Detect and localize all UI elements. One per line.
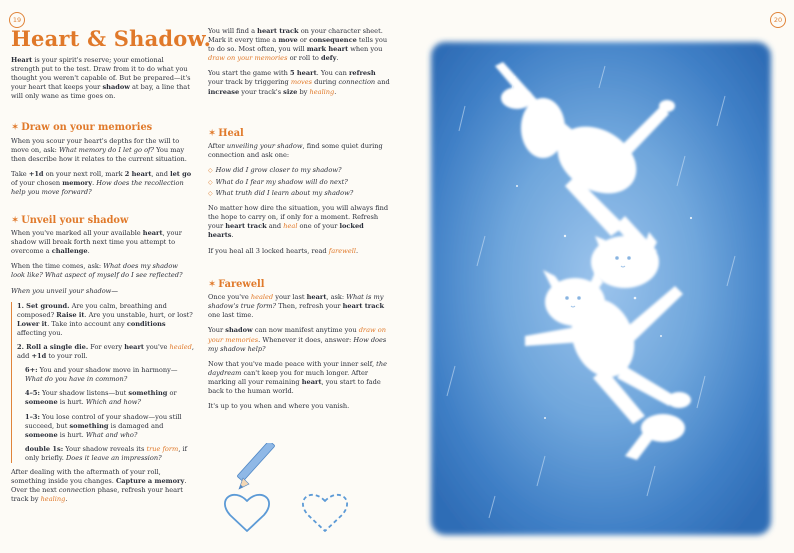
pencil-icon: [237, 443, 275, 489]
pencil-hearts-doodle: [212, 443, 362, 543]
farewell-paragraph-1: Once you've healed your last heart, ask: What is my shadow's true form? Then, refresh your heart track one last time.: [208, 293, 385, 320]
step-set-ground: 1. Set ground. Are you calm, breathing and composed? Raise it. Are you unstable, hurt, or lost? Lower it. Take into account any conditions affecting you.: [17, 301, 193, 337]
farewell-paragraph-3: Now that you've made peace with your inner self, the daydream can't keep you for much longer. After marking all your remaining heart, you start to fade back to the human world.: [208, 359, 387, 395]
farewell-paragraph-4: It's up to you when and where you vanish.: [208, 402, 350, 411]
heart-icon-dashed: [303, 495, 347, 531]
heal-paragraph-1: After unveiling your shadow, find some quiet during connection and ask one:: [208, 142, 383, 160]
star-icon: ✶: [208, 278, 217, 290]
result-6-plus: 6+: You and your shadow move in harmony—What do you have in common?: [25, 366, 178, 384]
unveil-paragraph-2: When the time comes, ask: What does my shadow look like? What aspect of myself do I see reflected?: [11, 262, 183, 280]
heal-paragraph-2: No matter how dire the situation, you will always find the hope to carry on, if only for a moment. Refresh your heart track and heal one of your locked hearts.: [208, 204, 389, 240]
star-icon: ✶: [11, 122, 20, 134]
star-icon: ✶: [208, 127, 217, 139]
column-left: [11, 56, 194, 510]
section-heading-farewell: ✶ Farewell: [208, 278, 265, 290]
unveil-lead: When you unveil your shadow—: [11, 286, 118, 295]
intro-paragraph: Heart is your spirit's reserve; your emotional strength put to the test. Draw from it to do what you thought you weren't capable of. But be prepared—it's your heart that keeps your shadow at bay, a line that will only wane as time goes on.: [11, 56, 191, 101]
diamond-bullet-icon: ◇: [208, 178, 213, 186]
star-icon: ✶: [11, 214, 20, 226]
draw-paragraph-2: Take +1d on your next roll, mark 2 heart, and let go of your chosen memory. How does the recollection help you move forward?: [11, 170, 192, 197]
heal-question: ◇ What truth did I learn about my shadow?: [208, 188, 354, 197]
column-middle: [208, 27, 391, 417]
page-number-left: 19: [9, 12, 25, 28]
diamond-bullet-icon: ◇: [208, 167, 213, 175]
heal-question: ◇ What do I fear my shadow will do next?: [208, 177, 348, 186]
heal-questions: [208, 166, 391, 198]
result-1-3: 1–3: You lose control of your shadow—you still succeed, but something is damaged and someone is hurt. What and who?: [25, 412, 182, 439]
section-heading-draw: ✶ Draw on your memories: [11, 122, 153, 134]
heal-question: ◇ How did I grow closer to my shadow?: [208, 166, 342, 175]
page-number-right: 20: [770, 12, 786, 28]
heal-paragraph-3: If you heal all 3 locked hearts, read farewell.: [208, 246, 359, 255]
section-heading-unveil: ✶ Unveil your shadow: [11, 214, 129, 226]
unveil-after: After dealing with the aftermath of your roll, something inside you changes. Capture a memory. Over the next connection phase, refresh your heart track by healing.: [11, 468, 187, 504]
unveil-paragraph-1: When you've marked all your available heart, your shadow will break forth next time you attempt to overcome a challenge.: [11, 229, 182, 256]
result-4-5: 4–5: Your shadow listens—but something or someone is hurt. Which and how?: [25, 389, 177, 407]
result-double-1s: double 1s: Your shadow reveals its true form, if only briefly. Does it leave an impression?: [25, 444, 188, 462]
step-roll-die: 2. Roll a single die. For every heart you've healed, add +1d to your roll.: [17, 343, 194, 361]
farewell-paragraph-2: Your shadow can now manifest anytime you draw on your memories. Whenever it does, answer: How does my shadow help?: [208, 326, 387, 353]
page-title: Heart & Shadow.: [11, 26, 212, 51]
shadow-illustration: [425, 36, 777, 541]
track-paragraph-2: You start the game with 5 heart. You can refresh your track by triggering moves during connection and increase your track's size by healing.: [208, 69, 390, 96]
track-paragraph-1: You will find a heart track on your character sheet. Mark it every time a move or consequence tells you to do so. Most often, you will mark heart when you draw on your memories or roll to defy.: [208, 27, 388, 63]
diamond-bullet-icon: ◇: [208, 189, 213, 197]
draw-paragraph-1: When you scour your heart's depths for the will to move on, ask: What memory do I let go of? You may then describe how it relates to the current situation.: [11, 136, 187, 164]
heart-icon-solid: [225, 495, 269, 531]
section-heading-heal: ✶ Heal: [208, 127, 244, 139]
unveil-steps: [11, 302, 194, 463]
